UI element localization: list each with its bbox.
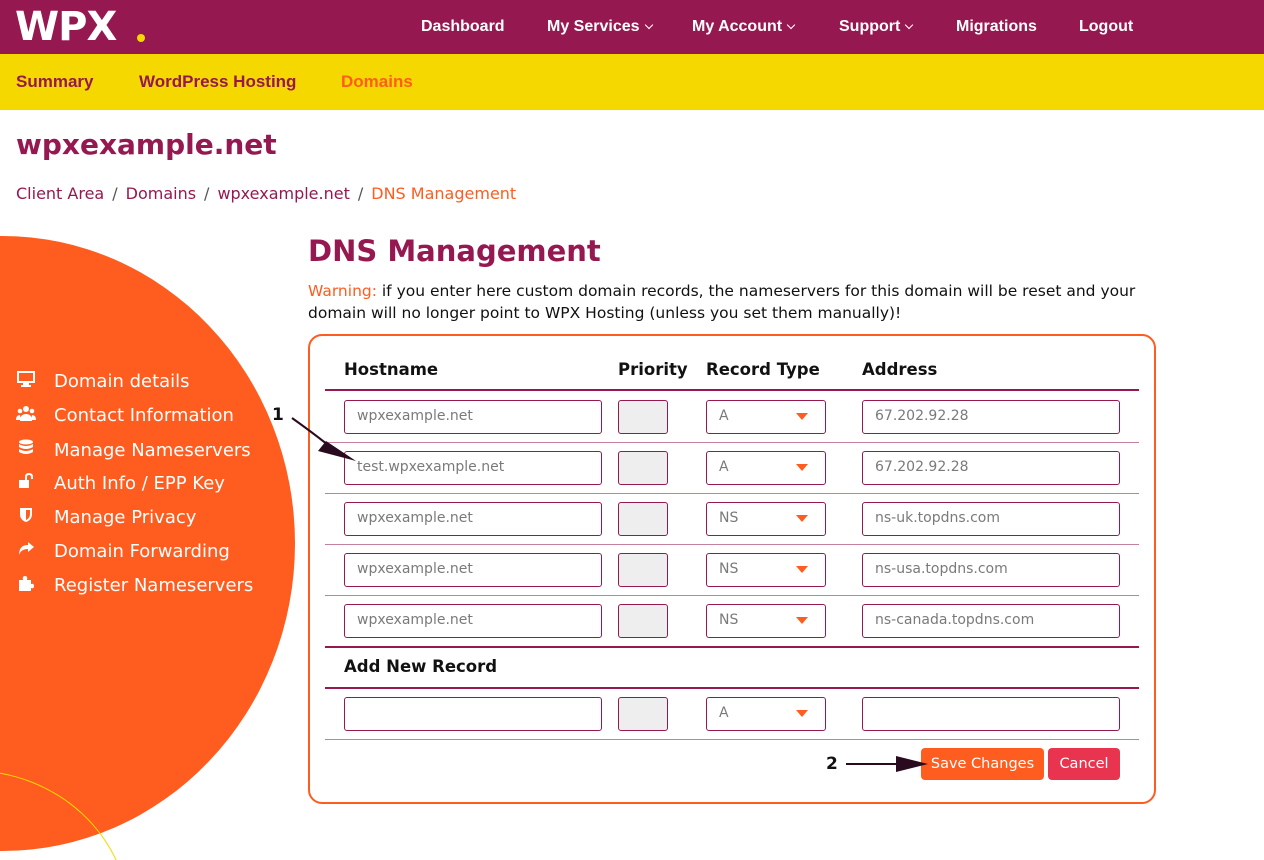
section-title: DNS Management <box>308 234 601 268</box>
address-input[interactable]: ns-usa.topdns.com <box>862 553 1120 587</box>
annotation-arrow-2 <box>846 756 928 772</box>
sidebar-item-label: Manage Privacy <box>54 507 197 528</box>
annotation-number-1: 1 <box>272 405 284 425</box>
record-type-value: A <box>719 408 729 424</box>
wpx-logo[interactable]: WPX <box>15 4 117 50</box>
page-title: wpxexample.net <box>16 128 277 161</box>
save-changes-button[interactable]: Save Changes <box>921 748 1044 780</box>
warning-text: if you enter here custom domain records, the nameservers for this domain will be reset and your domain will no longer point to WPX Hosting (unless you set them manually)! <box>308 282 1136 322</box>
breadcrumb-client-area[interactable]: Client Area <box>16 184 105 203</box>
record-type-value: A <box>719 459 729 475</box>
breadcrumb-separator: / <box>204 184 210 203</box>
record-type-value: A <box>719 705 729 721</box>
sidebar-item-label: Contact Information <box>54 405 234 426</box>
nav-dashboard-label: Dashboard <box>421 18 505 35</box>
hostname-input[interactable]: wpxexample.net <box>344 553 602 587</box>
record-type-value: NS <box>719 612 739 628</box>
column-header-hostname: Hostname <box>344 360 439 379</box>
column-header-record-type: Record Type <box>706 360 820 379</box>
nav-logout-label: Logout <box>1079 18 1134 35</box>
nav-my-account-label: My Account <box>692 18 783 35</box>
annotation-arrow-1 <box>292 418 356 461</box>
subnav-wordpress-hosting[interactable]: WordPress Hosting <box>139 72 297 91</box>
warning-label: Warning: <box>308 282 377 300</box>
sidebar-item-label: Domain details <box>54 371 190 392</box>
nav-my-services-label: My Services <box>547 18 640 35</box>
record-type-value: NS <box>719 561 739 577</box>
column-header-priority: Priority <box>618 360 688 379</box>
cancel-button[interactable]: Cancel <box>1048 748 1120 780</box>
breadcrumb-current: DNS Management <box>371 184 517 203</box>
breadcrumb-domains[interactable]: Domains <box>125 184 197 203</box>
address-input[interactable]: 67.202.92.28 <box>862 451 1120 485</box>
annotation-number-2: 2 <box>826 754 838 774</box>
column-header-address: Address <box>862 360 938 379</box>
nav-support-label: Support <box>839 18 901 35</box>
sidebar-item-label: Register Nameservers <box>54 575 254 596</box>
breadcrumb-separator: / <box>357 184 364 203</box>
hostname-input[interactable]: wpxexample.net <box>344 604 602 638</box>
hostname-input[interactable]: test.wpxexample.net <box>344 451 602 485</box>
sidebar-item-label: Auth Info / EPP Key <box>54 473 225 494</box>
hostname-input[interactable]: wpxexample.net <box>344 502 602 536</box>
address-input[interactable]: ns-uk.topdns.com <box>862 502 1120 536</box>
address-input[interactable]: 67.202.92.28 <box>862 400 1120 434</box>
add-new-record-title: Add New Record <box>344 657 498 676</box>
breadcrumb-separator: / <box>112 184 118 203</box>
subnav-summary[interactable]: Summary <box>16 72 94 91</box>
breadcrumb-domain[interactable]: wpxexample.net <box>217 184 350 203</box>
sidebar-item-label: Domain Forwarding <box>54 541 230 562</box>
nav-migrations-label: Migrations <box>956 18 1037 35</box>
record-type-value: NS <box>719 510 739 526</box>
hostname-input[interactable]: wpxexample.net <box>344 400 602 434</box>
address-input[interactable]: ns-canada.topdns.com <box>862 604 1120 638</box>
subnav-domains[interactable]: Domains <box>341 72 413 91</box>
sidebar-item-label: Manage Nameservers <box>54 440 251 461</box>
